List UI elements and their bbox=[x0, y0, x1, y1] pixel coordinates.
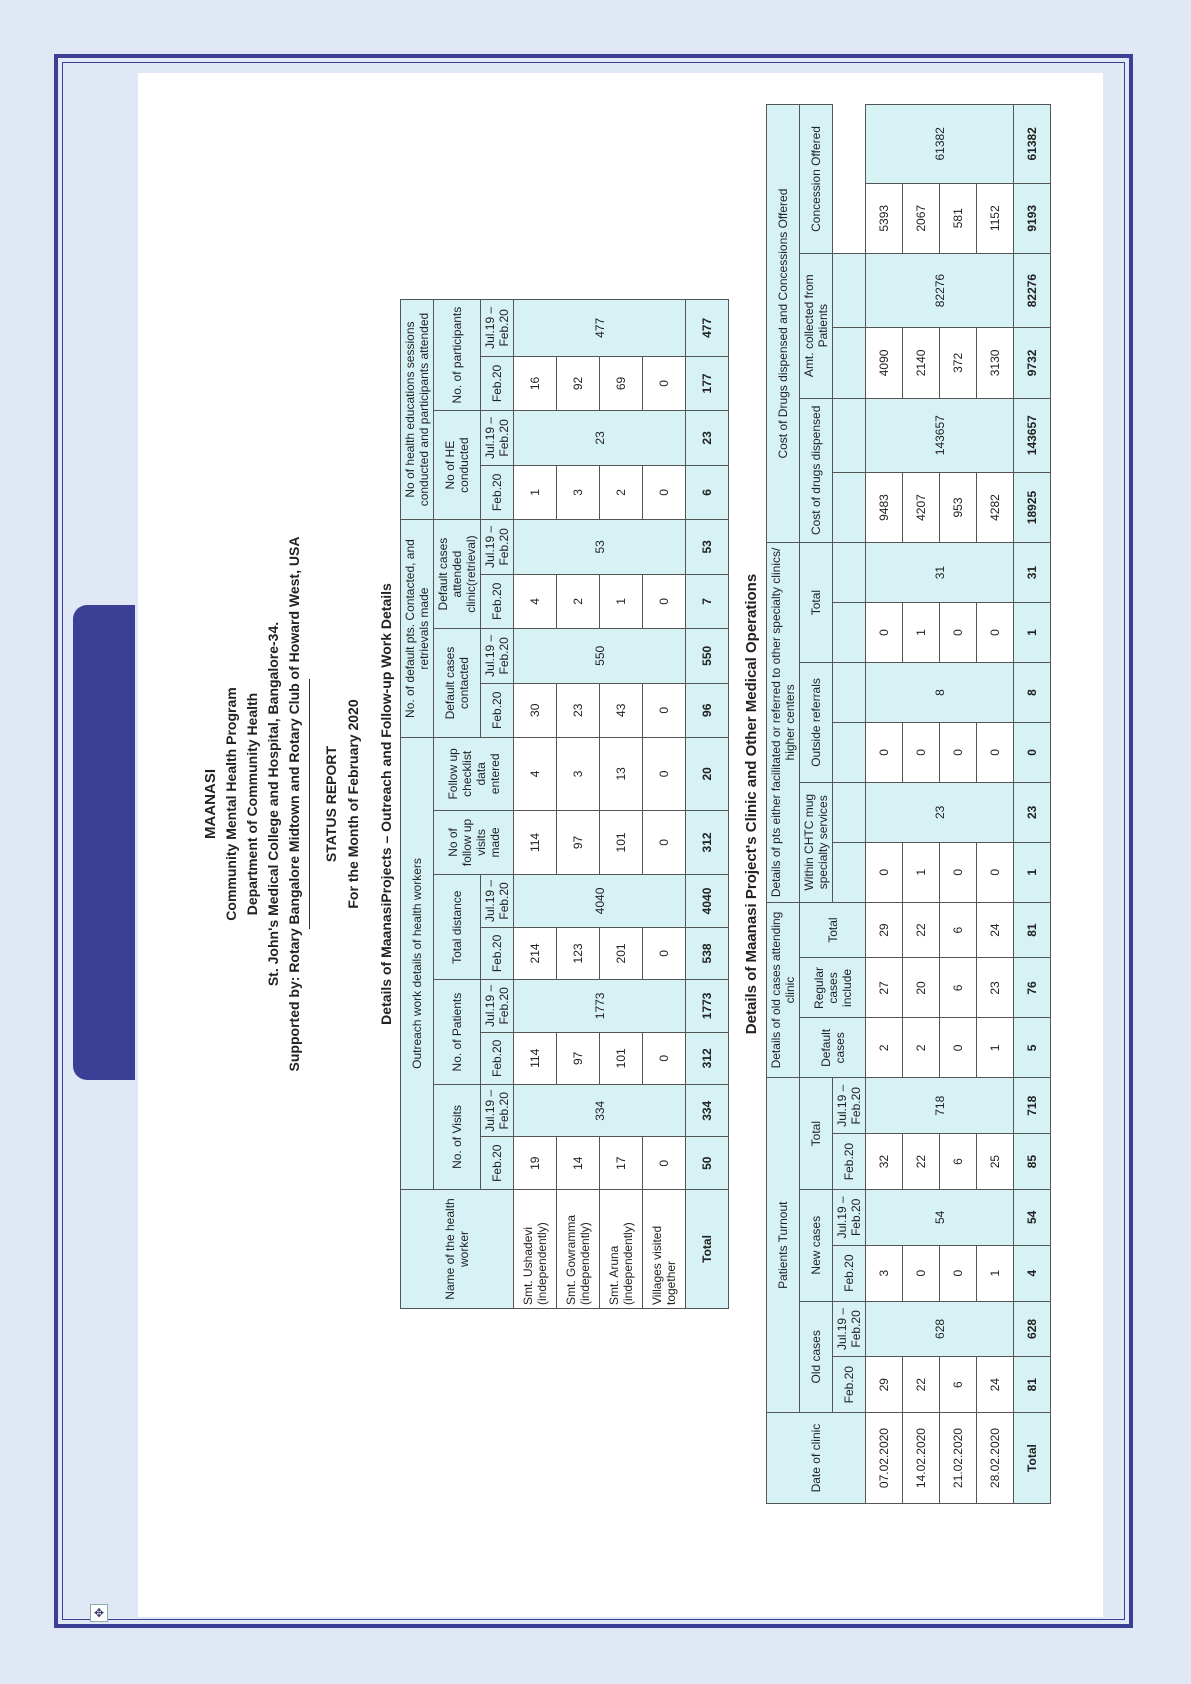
cell: 0 bbox=[977, 842, 1014, 902]
cell: 2 bbox=[903, 1018, 940, 1078]
header-checklist: Follow up checklist data entered bbox=[434, 738, 514, 811]
report-title: STATUS REPORT bbox=[323, 745, 339, 863]
cell: 1 bbox=[1014, 603, 1051, 663]
merged-participants: 477 bbox=[514, 300, 686, 357]
period-range: Jul.19 – Feb.20 bbox=[833, 1078, 866, 1134]
header-new-cases: New cases bbox=[800, 1189, 833, 1301]
empty-subheader bbox=[833, 722, 866, 782]
header-distance: Total distance bbox=[434, 875, 481, 980]
cell: 27 bbox=[866, 958, 903, 1018]
support-line: Supported by: Rotary Bangalore Midtown and Rotary Club of Howard West, USA bbox=[286, 536, 302, 1072]
outreach-section-title: Details of MaanasiProjects – Outreach and Follow-up Work Details bbox=[378, 583, 394, 1025]
cell: 114 bbox=[514, 1032, 557, 1084]
cell: 1 bbox=[903, 603, 940, 663]
table-row bbox=[514, 300, 557, 1309]
worker-name: Smt. Ushadevi (independently) bbox=[514, 1189, 557, 1308]
cell: 0 bbox=[940, 1245, 977, 1301]
cell: 0 bbox=[643, 927, 686, 979]
cell: 17 bbox=[600, 1137, 643, 1189]
period-feb: Feb.20 bbox=[481, 1137, 514, 1189]
empty-subheader bbox=[833, 543, 866, 603]
cell: 82276 bbox=[1014, 253, 1051, 327]
merged-amt: 82276 bbox=[866, 253, 1014, 327]
empty-subheader bbox=[833, 782, 866, 842]
period-range: Jul.19 – Feb.20 bbox=[481, 1085, 514, 1137]
cell: 7 bbox=[686, 574, 729, 628]
cell: 81 bbox=[1014, 1357, 1051, 1413]
cell: 3 bbox=[557, 465, 600, 519]
cell: 22 bbox=[903, 1357, 940, 1413]
header-followup-visits: No of follow up visits made bbox=[434, 810, 514, 875]
clinic-date: 28.02.2020 bbox=[977, 1413, 1014, 1504]
header-cost-drugs: Cost of drugs dispensed bbox=[800, 398, 833, 543]
cell: 0 bbox=[643, 738, 686, 811]
clinic-table bbox=[766, 104, 1051, 1504]
header-details-total: Total bbox=[800, 902, 866, 958]
cell: 2 bbox=[557, 574, 600, 628]
cell: 29 bbox=[866, 1357, 903, 1413]
cell: 143657 bbox=[1014, 398, 1051, 472]
period-feb: Feb.20 bbox=[481, 465, 514, 519]
program-name: Community Mental Health Program bbox=[223, 687, 239, 921]
cell: 718 bbox=[1014, 1078, 1051, 1134]
cell: 23 bbox=[1014, 782, 1051, 842]
empty-subheader bbox=[833, 328, 866, 398]
cell: 1 bbox=[1014, 842, 1051, 902]
cell: 2140 bbox=[903, 328, 940, 398]
cell: 4040 bbox=[686, 875, 729, 927]
cell: 22 bbox=[903, 1134, 940, 1190]
cell: 5 bbox=[1014, 1018, 1051, 1078]
cell: 76 bbox=[1014, 958, 1051, 1018]
merged-referral-total: 31 bbox=[866, 543, 1014, 603]
cell: 628 bbox=[1014, 1301, 1051, 1357]
cell: 19 bbox=[514, 1137, 557, 1189]
cell: 32 bbox=[866, 1134, 903, 1190]
cell: 550 bbox=[686, 629, 729, 683]
cell: 0 bbox=[866, 722, 903, 782]
header-amt-collected: Amt. collected from Patients bbox=[800, 253, 833, 398]
cell: 1 bbox=[903, 842, 940, 902]
cell: 538 bbox=[686, 927, 729, 979]
header-referred: Details of pts either facilitated or referred to other specialty clinics/ higher centers bbox=[767, 543, 800, 903]
header-old-details: Details of old cases attending clinic bbox=[767, 902, 800, 1078]
cell: 0 bbox=[940, 1018, 977, 1078]
cell: 24 bbox=[977, 902, 1014, 958]
merged-visits: 334 bbox=[514, 1085, 686, 1137]
cell: 0 bbox=[643, 810, 686, 875]
cell: 334 bbox=[686, 1085, 729, 1137]
cell: 22 bbox=[903, 902, 940, 958]
header-default-attended: Default cases attended clinic(retrieval) bbox=[434, 520, 481, 629]
header-default-group: No. of default pts. Contacted, and retrievals made bbox=[401, 520, 434, 738]
cell: 0 bbox=[940, 722, 977, 782]
worker-name: Villages visited together bbox=[643, 1189, 686, 1308]
empty-subheader bbox=[833, 253, 866, 327]
cell: 1 bbox=[977, 1245, 1014, 1301]
worker-name: Smt. Aruna (independently) bbox=[600, 1189, 643, 1308]
merged-default-contacted: 550 bbox=[514, 629, 686, 683]
cell: 23 bbox=[686, 411, 729, 465]
period-feb: Feb.20 bbox=[833, 1357, 866, 1413]
total-label: Total bbox=[686, 1189, 729, 1308]
period-feb: Feb.20 bbox=[833, 1134, 866, 1190]
period-range: Jul.19 – Feb.20 bbox=[481, 875, 514, 927]
cell: 54 bbox=[1014, 1189, 1051, 1245]
cell: 97 bbox=[557, 810, 600, 875]
header-referral-total: Total bbox=[800, 543, 833, 663]
merged-new: 54 bbox=[866, 1189, 1014, 1245]
merged-patients: 1773 bbox=[514, 980, 686, 1032]
report-month: For the Month of February 2020 bbox=[345, 699, 361, 909]
period-feb: Feb.20 bbox=[481, 356, 514, 410]
total-label: Total bbox=[1014, 1413, 1051, 1504]
merged-outside: 8 bbox=[866, 663, 1014, 723]
empty-subheader bbox=[833, 842, 866, 902]
cell: 123 bbox=[557, 927, 600, 979]
cell: 0 bbox=[643, 356, 686, 410]
total-row bbox=[686, 300, 729, 1309]
cell: 69 bbox=[600, 356, 643, 410]
cell: 0 bbox=[643, 1032, 686, 1084]
cell: 0 bbox=[866, 842, 903, 902]
cell: 9193 bbox=[1014, 183, 1051, 253]
cell: 6 bbox=[940, 902, 977, 958]
cell: 6 bbox=[940, 958, 977, 1018]
cell: 4 bbox=[514, 738, 557, 811]
header-health-worker: Name of the health worker bbox=[401, 1189, 514, 1308]
cell: 312 bbox=[686, 1032, 729, 1084]
cell: 0 bbox=[643, 1137, 686, 1189]
cell: 114 bbox=[514, 810, 557, 875]
cell: 0 bbox=[940, 603, 977, 663]
cell: 2 bbox=[866, 1018, 903, 1078]
cell: 0 bbox=[866, 603, 903, 663]
period-feb: Feb.20 bbox=[833, 1245, 866, 1301]
merged-he: 23 bbox=[514, 411, 686, 465]
header-he-conducted: No of HE conducted bbox=[434, 411, 481, 520]
header-patients: No. of Patients bbox=[434, 980, 481, 1085]
cell: 8 bbox=[1014, 663, 1051, 723]
period-range: Jul.19 – Feb.20 bbox=[481, 520, 514, 575]
cell: 81 bbox=[1014, 902, 1051, 958]
merged-concession: 61382 bbox=[866, 105, 1014, 184]
header-he-group: No of health educations sessions conducted and participants attended bbox=[401, 300, 434, 520]
cell: 0 bbox=[977, 722, 1014, 782]
period-range: Jul.19 – Feb.20 bbox=[481, 300, 514, 357]
cell: 18925 bbox=[1014, 472, 1051, 542]
header-date: Date of clinic bbox=[767, 1413, 866, 1504]
cell: 20 bbox=[903, 958, 940, 1018]
cell: 53 bbox=[686, 520, 729, 575]
rotated-document-content bbox=[200, 78, 1080, 1530]
total-row bbox=[1014, 105, 1051, 1504]
cell: 312 bbox=[686, 810, 729, 875]
cell: 0 bbox=[903, 1245, 940, 1301]
period-range: Jul.19 – Feb.20 bbox=[833, 1301, 866, 1357]
cell: 201 bbox=[600, 927, 643, 979]
clinic-date: 14.02.2020 bbox=[903, 1413, 940, 1504]
cell: 50 bbox=[686, 1137, 729, 1189]
table-move-handle-icon[interactable]: ✥ bbox=[90, 1604, 108, 1622]
cell: 3 bbox=[866, 1245, 903, 1301]
cell: 214 bbox=[514, 927, 557, 979]
cell: 477 bbox=[686, 300, 729, 357]
cell: 2067 bbox=[903, 183, 940, 253]
header-old-cases: Old cases bbox=[800, 1301, 833, 1413]
cell: 1152 bbox=[977, 183, 1014, 253]
cell: 14 bbox=[557, 1137, 600, 1189]
period-range: Jul.19 – Feb.20 bbox=[481, 629, 514, 683]
cell: 0 bbox=[643, 465, 686, 519]
cell: 24 bbox=[977, 1357, 1014, 1413]
header-outreach: Outreach work details of health workers bbox=[401, 738, 434, 1190]
cell: 6 bbox=[940, 1357, 977, 1413]
header-separator bbox=[309, 679, 310, 929]
cell: 1 bbox=[514, 465, 557, 519]
cell: 0 bbox=[1014, 722, 1051, 782]
cell: 4207 bbox=[903, 472, 940, 542]
period-range: Jul.19 – Feb.20 bbox=[481, 980, 514, 1032]
period-feb: Feb.20 bbox=[481, 927, 514, 979]
header-total: Total bbox=[800, 1078, 833, 1190]
cell: 0 bbox=[977, 603, 1014, 663]
clinic-date: 07.02.2020 bbox=[866, 1413, 903, 1504]
cell: 4 bbox=[514, 574, 557, 628]
department-name: Department of Community Health bbox=[244, 692, 260, 916]
org-name: MAANASI bbox=[202, 769, 219, 839]
cell: 101 bbox=[600, 1032, 643, 1084]
cell: 6 bbox=[686, 465, 729, 519]
empty-subheader bbox=[833, 472, 866, 542]
cell: 23 bbox=[557, 683, 600, 737]
side-tab bbox=[73, 605, 135, 1080]
period-feb: Feb.20 bbox=[481, 574, 514, 628]
cell: 2 bbox=[600, 465, 643, 519]
cell: 23 bbox=[977, 958, 1014, 1018]
merged-total: 718 bbox=[866, 1078, 1014, 1134]
cell: 177 bbox=[686, 356, 729, 410]
cell: 4 bbox=[1014, 1245, 1051, 1301]
clinic-date: 21.02.2020 bbox=[940, 1413, 977, 1504]
cell: 581 bbox=[940, 183, 977, 253]
cell: 0 bbox=[903, 722, 940, 782]
cell: 953 bbox=[940, 472, 977, 542]
header-visits: No. of Visits bbox=[434, 1085, 481, 1190]
header-turnout: Patients Turnout bbox=[767, 1078, 800, 1413]
merged-default-attended: 53 bbox=[514, 520, 686, 575]
period-range: Jul.19 – Feb.20 bbox=[833, 1189, 866, 1245]
header-regular: Regular cases include bbox=[800, 958, 866, 1018]
cell: 29 bbox=[866, 902, 903, 958]
empty-subheader bbox=[833, 603, 866, 663]
college-name: St. John's Medical College and Hospital, Bangalore-34. bbox=[265, 621, 281, 987]
merged-old: 628 bbox=[866, 1301, 1014, 1357]
header-outside: Outside referrals bbox=[800, 663, 833, 783]
empty-subheader bbox=[833, 663, 866, 723]
cell: 5393 bbox=[866, 183, 903, 253]
cell: 1 bbox=[600, 574, 643, 628]
report-header bbox=[200, 78, 305, 1530]
clinic-section-title: Details of Maanasi Project's Clinic and Other Medical Operations bbox=[743, 573, 760, 1035]
cell: 9483 bbox=[866, 472, 903, 542]
cell: 92 bbox=[557, 356, 600, 410]
cell: 6 bbox=[940, 1134, 977, 1190]
cell: 101 bbox=[600, 810, 643, 875]
cell: 31 bbox=[1014, 543, 1051, 603]
header-participants: No. of participants bbox=[434, 300, 481, 411]
cell: 25 bbox=[977, 1134, 1014, 1190]
merged-cost: 143657 bbox=[866, 398, 1014, 472]
merged-distance: 4040 bbox=[514, 875, 686, 927]
cell: 61382 bbox=[1014, 105, 1051, 184]
cell: 43 bbox=[600, 683, 643, 737]
header-cost: Cost of Drugs dispensed and Concessions Offered bbox=[767, 105, 800, 543]
cell: 4282 bbox=[977, 472, 1014, 542]
cell: 1 bbox=[977, 1018, 1014, 1078]
cell: 1773 bbox=[686, 980, 729, 1032]
header-default: Default cases bbox=[800, 1018, 866, 1078]
period-range: Jul.19 – Feb.20 bbox=[481, 411, 514, 465]
table-row bbox=[866, 105, 903, 1504]
merged-within: 23 bbox=[866, 782, 1014, 842]
outreach-table bbox=[400, 299, 729, 1309]
cell: 3130 bbox=[977, 328, 1014, 398]
cell: 9732 bbox=[1014, 328, 1051, 398]
header-default-contacted: Default cases contacted bbox=[434, 629, 481, 738]
cell: 3 bbox=[557, 738, 600, 811]
cell: 20 bbox=[686, 738, 729, 811]
cell: 97 bbox=[557, 1032, 600, 1084]
period-feb: Feb.20 bbox=[481, 1032, 514, 1084]
cell: 0 bbox=[643, 683, 686, 737]
cell: 85 bbox=[1014, 1134, 1051, 1190]
cell: 13 bbox=[600, 738, 643, 811]
header-concession: Concession Offered bbox=[800, 105, 833, 254]
header-within: Within CHTC mug specialty services bbox=[800, 782, 833, 902]
cell: 16 bbox=[514, 356, 557, 410]
empty-subheader bbox=[833, 398, 866, 472]
period-feb: Feb.20 bbox=[481, 683, 514, 737]
worker-name: Smt. Gowramma (independently) bbox=[557, 1189, 600, 1308]
cell: 0 bbox=[940, 842, 977, 902]
cell: 0 bbox=[643, 574, 686, 628]
cell: 96 bbox=[686, 683, 729, 737]
cell: 30 bbox=[514, 683, 557, 737]
cell: 4090 bbox=[866, 328, 903, 398]
cell: 372 bbox=[940, 328, 977, 398]
